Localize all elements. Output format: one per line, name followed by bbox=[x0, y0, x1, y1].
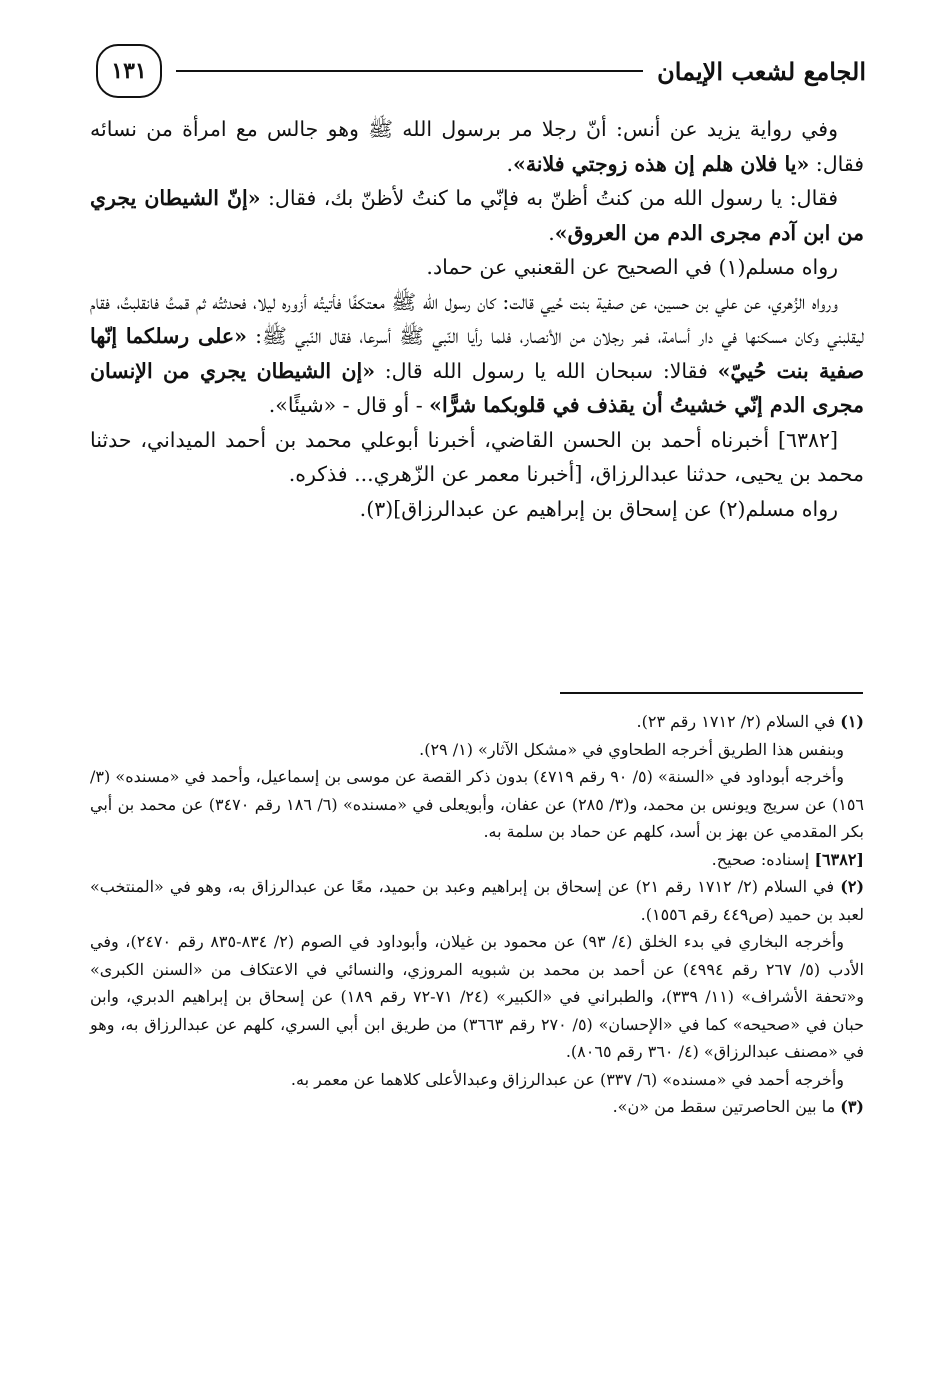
footnote-number: (١) bbox=[840, 712, 864, 731]
footnote-line bbox=[90, 736, 864, 764]
narration-text: . bbox=[506, 151, 513, 176]
running-header bbox=[96, 38, 866, 104]
paragraph: رواه مسلم(١) في الصحيح عن القعنبي عن حماد. bbox=[426, 255, 838, 279]
footnote-text: إسناده: صحيح. bbox=[711, 849, 810, 869]
footnote-text: وأخرجه أحمد في «مسنده» (٦/ ٣٣٧) عن عبدالرزاق وعبدالأعلى كلاهما عن معمر به. bbox=[290, 1069, 844, 1089]
footnotes bbox=[90, 708, 864, 1121]
narration-text: ورواه الزُهري، عن علي بن حسين، عن صفية بنت حُيي قالت: كان رسول الله ﷺ معتكفًا فأتيتُه أزوره ليلا، فحدثتُه ثم قمتُ فانقلبتُ، فقام ليقلبني وكان مسكنها في دار أسامة، فمر رجلان من الأنصار، فلما رأيا النّبي ﷺ أسرعا، فقال النّبي ﷺ: bbox=[90, 289, 865, 348]
hadith-quote: «يا فلان هلم إن هذه زوجتي فلانة» bbox=[513, 151, 810, 176]
narration-text: فقال: يا رسول الله من كنتُ أظنّ به فإنّي ما كنتُ لأظنّ بك، فقال: bbox=[260, 186, 838, 210]
paragraph: [٦٣٨٢] أخبرناه أحمد بن الحسن القاضي، أخبرنا أبوعلي محمد بن أحمد الميداني، حدثنا محمد بن يحيى، حدثنا عبدالرزاق، [أخبرنا معمر عن الزّهري... فذكره. bbox=[90, 427, 864, 486]
footnote-line bbox=[90, 708, 864, 736]
footnote-line bbox=[90, 928, 864, 1066]
paragraph bbox=[90, 285, 864, 423]
footnote-number: [٦٣٨٢] bbox=[814, 849, 864, 869]
header-rule bbox=[176, 70, 643, 72]
footnote-text: ما بين الحاصرتين سقط من «ن». bbox=[612, 1097, 836, 1116]
hadith-quote: «إن الشيطان يجري من الإنسان مجرى الدم إنّي خشيتُ أن يقذف في قلوبكما شرًّا» bbox=[90, 358, 864, 417]
footnote-text: في السلام (٢/ ١٧١٢ رقم ٢٣). bbox=[636, 712, 836, 731]
paragraph bbox=[90, 112, 864, 181]
paragraph bbox=[90, 181, 864, 250]
narration-text: فقالا: سبحان الله يا رسول الله قال: bbox=[375, 358, 718, 383]
narration-text: - أو قال - «شيئًا». bbox=[268, 393, 430, 417]
footnote-line bbox=[90, 1066, 864, 1094]
hadith-quote: «إنّ الشيطان يجري من ابن آدم مجرى الدم من العروق» bbox=[90, 186, 864, 245]
footnote-separator bbox=[560, 692, 863, 694]
book-title: الجامع لشعب الإيمان bbox=[657, 56, 866, 86]
footnote-number: (٢) bbox=[840, 877, 865, 896]
footnote-text: وبنفس هذا الطريق أخرجه الطحاوي في «مشكل الآثار» (١/ ٢٩). bbox=[419, 739, 844, 759]
footnote-number: (٣) bbox=[840, 1097, 864, 1116]
footnote-text: في السلام (٢/ ١٧١٢ رقم ٢١) عن إسحاق بن إبراهيم وعبد بن حميد، معًا عن عبدالرزاق به، وهو في «المنتخب» لعبد بن حميد (ص٤٤٩ رقم ١٥٥٦). bbox=[90, 877, 864, 924]
paragraph: رواه مسلم(٢) عن إسحاق بن إبراهيم عن عبدالرزاق](٣). bbox=[359, 496, 838, 521]
footnote-line bbox=[90, 1093, 864, 1121]
narration-text: . bbox=[548, 220, 555, 245]
page-number: ١٣١ bbox=[96, 44, 162, 98]
footnote-text: وأخرجه البخاري في بدء الخلق (٤/ ٩٣) عن محمود بن غيلان، وأبوداود في الصوم (٢/ ٨٣٤-٨٣٥ رقم ٢٤٧٠)، وفي الأدب (٥/ ٢٦٧ رقم ٤٩٩٤) عن أحمد بن محمد بن شبويه المروزي، والنسائي في الاعتكاف من «السنن الكبرى» و«تحفة الأشراف» (١١/ ٣٣٩)، والطبراني في «الكبير» (٢٤/ ٧١-٧٢ رقم ١٨٩) عن إسحاق بن إبراهيم الدبري، وابن حبان في «صحيحه» كما في «الإحسان» (٥/ ٢٧٠ رقم ٣٦٦٣) من طريق ابن أبي السري، كلهم عن عبدالرزاق به، وهو في «مصنف عبدالرزاق» (٤/ ٣٦٠ رقم ٨٠٦٥). bbox=[90, 932, 865, 1061]
hadith-quote: «على رسلكما إنّها صفية بنت حُييّ» bbox=[90, 324, 864, 383]
footnote-line bbox=[90, 763, 864, 846]
footnote-line bbox=[90, 846, 864, 874]
footnote-line bbox=[90, 873, 864, 928]
narration-text: وفي رواية يزيد عن أنس: أنّ رجلا مر برسول الله ﷺ وهو جالس مع امرأة من نسائه فقال: bbox=[90, 117, 864, 176]
footnote-text: وأخرجه أبوداود في «السنة» (٥/ ٩٠ رقم ٤٧١٩) بدون ذكر القصة عن موسى بن إسماعيل، وأحمد في «مسنده» (٣/ ١٥٦) عن سريج ويونس بن محمد، و(٣/ ٢٨٥) عن عفان، وأبويعلى في «مسنده» (٦/ ١٨٦ رقم ٣٤٧٠) عن محمد بن أبي بكر المقدمي عن بهز بن أسد، كلهم عن حماد بن سلمة به. bbox=[90, 767, 865, 841]
main-text bbox=[90, 112, 864, 526]
